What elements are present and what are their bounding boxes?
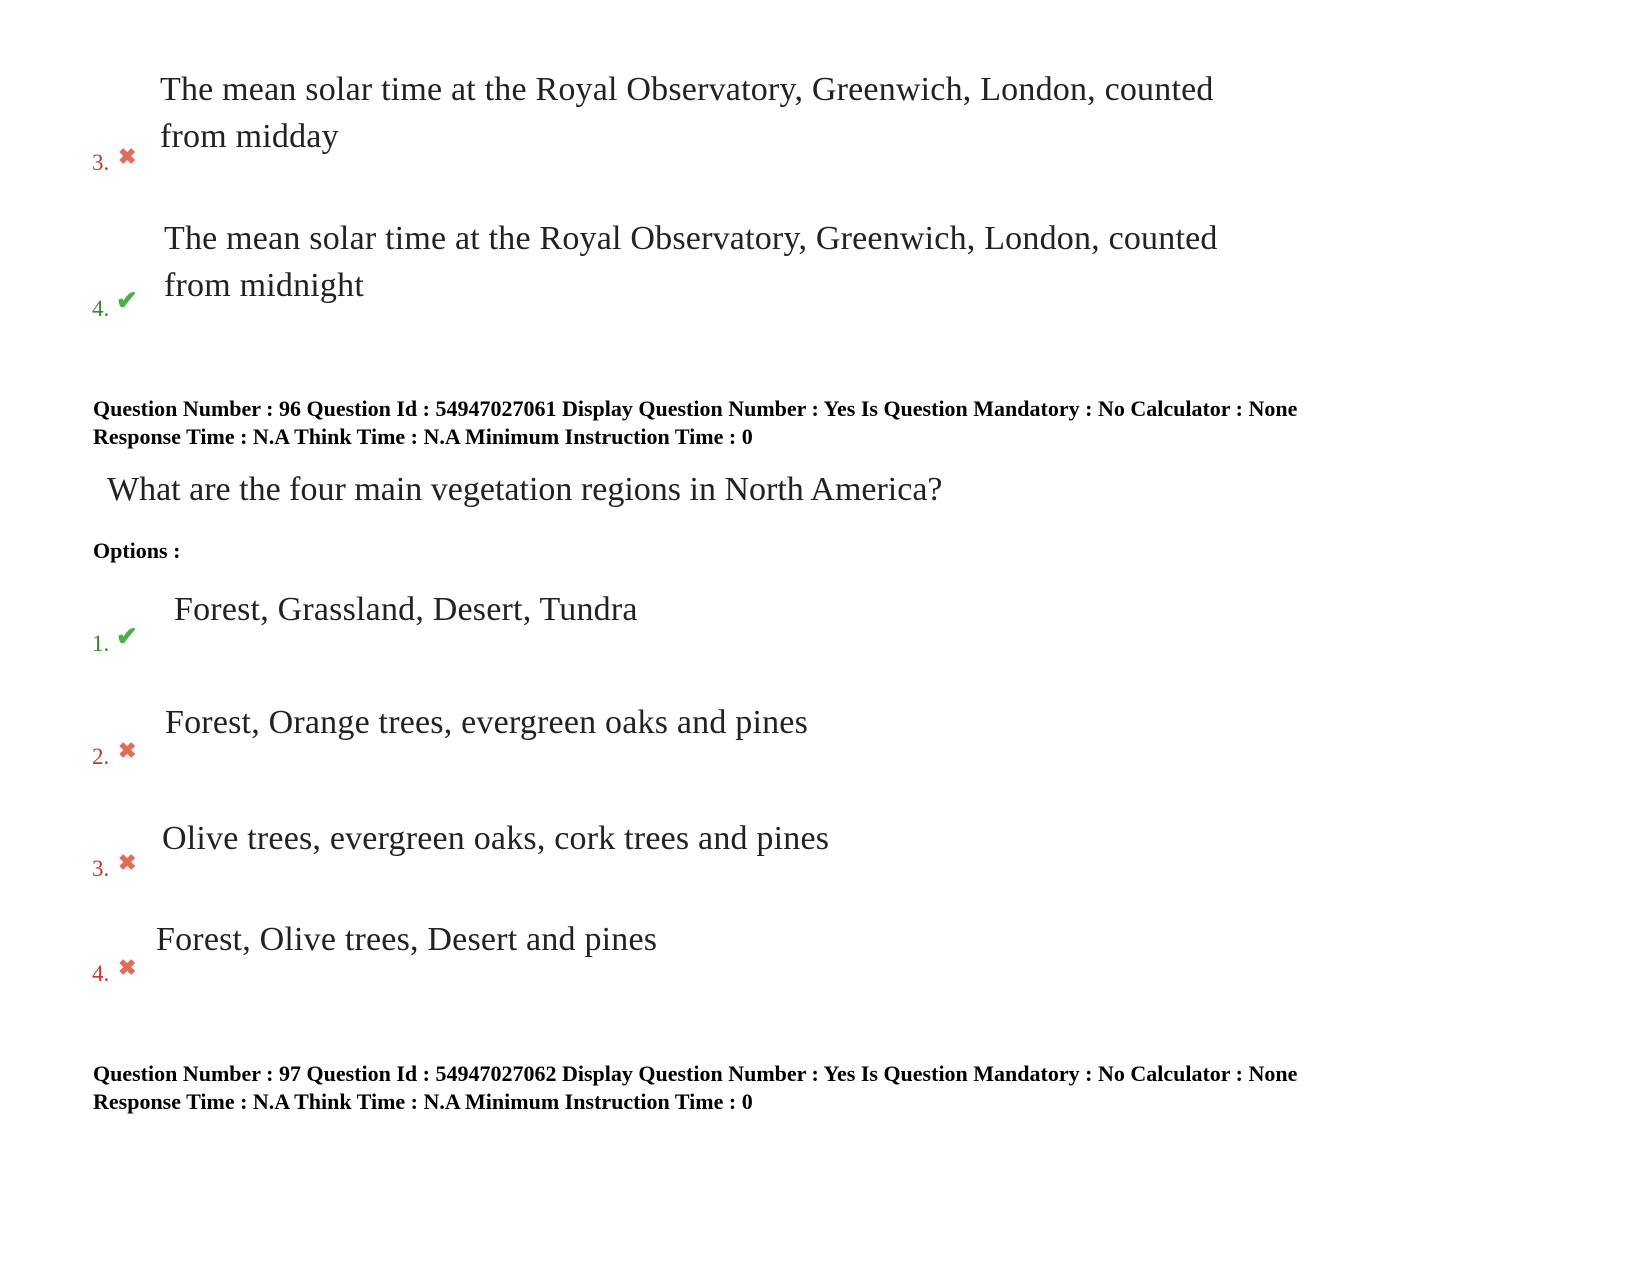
option-text: Forest, Olive trees, Desert and pines	[156, 921, 658, 958]
option-number: 2.	[92, 744, 110, 769]
cross-icon: ✖	[118, 144, 137, 169]
metadata-line: Question Number : 97 Question Id : 54947027062 Display Question Number : Yes Is Question Mandatory : No Calculator : None	[93, 1061, 1298, 1086]
option-number: 3.	[92, 856, 110, 881]
option-line: The mean solar time at the Royal Observatory, Greenwich, London, counted	[164, 220, 1218, 257]
option-line: The mean solar time at the Royal Observatory, Greenwich, London, counted	[160, 71, 1214, 108]
option-text: Olive trees, evergreen oaks, cork trees and pines	[162, 820, 830, 857]
option-text	[160, 66, 1214, 160]
options-label: Options :	[93, 538, 181, 563]
option-number: 4.	[92, 961, 110, 986]
option-number: 3.	[92, 150, 110, 175]
option-number: 1.	[92, 631, 110, 656]
option-text: Forest, Orange trees, evergreen oaks and pines	[165, 704, 809, 741]
cross-icon: ✖	[118, 955, 137, 980]
option-line: from midday	[160, 118, 339, 155]
option-text	[164, 215, 1218, 309]
metadata-line: Question Number : 96 Question Id : 54947027061 Display Question Number : Yes Is Question Mandatory : No Calculator : None	[93, 396, 1298, 421]
metadata-line: Response Time : N.A Think Time : N.A Minimum Instruction Time : 0	[93, 1089, 753, 1114]
option-number: 4.	[92, 296, 110, 321]
metadata-line: Response Time : N.A Think Time : N.A Minimum Instruction Time : 0	[93, 424, 753, 449]
option-text: Forest, Grassland, Desert, Tundra	[174, 591, 638, 628]
option-line: from midnight	[164, 267, 364, 304]
cross-icon: ✖	[118, 738, 137, 763]
question-metadata	[93, 1060, 1297, 1116]
check-icon: ✔	[116, 622, 138, 651]
question-text: What are the four main vegetation regions in North America?	[107, 471, 943, 508]
cross-icon: ✖	[118, 850, 137, 875]
check-icon: ✔	[116, 286, 138, 315]
question-metadata	[93, 395, 1297, 451]
